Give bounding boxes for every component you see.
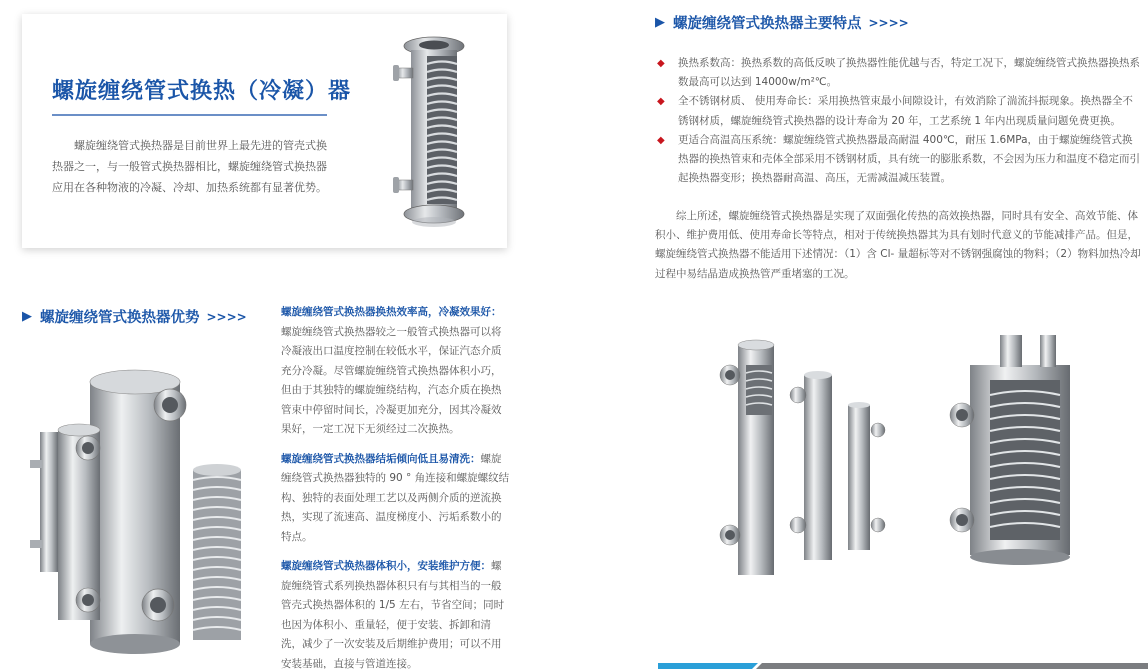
feature-text: 换热系数高：换热系数的高低反映了换热器性能优越与否，特定工况下，螺旋缠绕管式换热器换热系数最高可以达到 14000w/m²℃。 — [678, 57, 1140, 89]
intro-card — [22, 14, 507, 248]
bottom-accent-bar — [658, 657, 1148, 669]
advantage-item — [281, 557, 511, 669]
feature-item — [655, 131, 1142, 189]
advantage-head: 螺旋缠绕管式换热器结垢倾向低且易清洗： — [281, 452, 481, 465]
feature-text: 全不锈钢材质、 使用寿命长：采用换热管束最小间隙设计，有效消除了湍流抖振现象。换热器全不锈钢材质，螺旋缠绕管式换热器的设计寿命为 20 年，工艺系统 1 年内出现质量问题免费更换。 — [678, 95, 1133, 127]
advantages-arrows: >>>> — [206, 309, 247, 324]
features-arrows: >>>> — [868, 15, 909, 30]
features-heading — [655, 12, 909, 33]
summary-text: 综上所述，螺旋缠绕管式换热器是实现了双面强化传热的高效换热器，同时具有安全、高效节能、体积小、维护费用低、使用寿命长等特点，相对于传统换热器其为具有划时代意义的节能减排产品。但是，螺旋缠绕管式换热器不能适用下述情况：（1）含 Cl- 量超标等对不锈钢强腐蚀的物料；（2）物料加热冷却过程中易结晶造成换热管严重堵塞的工况。 — [655, 210, 1141, 280]
exchanger-group-image — [700, 325, 1120, 585]
feature-item — [655, 92, 1142, 130]
arrow-right-icon: ▶ — [22, 309, 32, 324]
advantage-item — [281, 303, 511, 440]
diamond-bullet-icon: ◆ — [657, 58, 665, 69]
advantage-item — [281, 450, 511, 548]
advantages-title: 螺旋缠绕管式换热器优势 — [40, 310, 200, 326]
features-title: 螺旋缠绕管式换热器主要特点 — [673, 16, 862, 32]
advantage-body: 螺旋缠绕管式换热器独特的 90 ° 角连接和螺旋螺纹结构、独特的表面处理工艺以及两侧介质的逆流换热，实现了流速高、温度梯度小、污垢系数小的特点。 — [281, 452, 510, 543]
feature-item — [655, 54, 1142, 92]
title-underline — [52, 114, 327, 116]
diamond-bullet-icon: ◆ — [657, 96, 665, 108]
advantages-heading — [22, 306, 247, 327]
advantage-head: 螺旋缠绕管式换热器体积小，安装维护方便： — [281, 560, 491, 572]
heat-exchanger-image — [387, 32, 477, 232]
exchanger-products-image — [28, 360, 268, 660]
diamond-bullet-icon: ◆ — [657, 134, 665, 146]
feature-text: 更适合高温高压系统：螺旋缠绕管式换热器最高耐温 400℃，耐压 1.6MPa，由于螺旋缠绕管式换热器的换热管束和壳体全部采用不锈钢材质，具有统一的膨胀系数，不会因为压力和温度不稳定而引起换热器变形；换热器耐高温、高压，无需减温减压装置。 — [678, 133, 1140, 185]
advantage-body: 螺旋缠绕管式系列换热器体积只有与其相当的一般管壳式换热器体积的 1/5 左右，节省空间；同时也因为体积小、重量轻，便于安装、拆卸和清洗，减少了一次安装及后期维护费用；可以不用安装基础，直接与管道连接。 — [281, 560, 505, 669]
features-list — [655, 54, 1142, 188]
advantage-head: 螺旋缠绕管式换热器换热效率高，冷凝效果好： — [281, 306, 502, 318]
intro-text: 螺旋缠绕管式换热器是目前世界上最先进的管壳式换热器之一，与一般管式换热器相比，螺旋缠绕管式换热器应用在各种物液的冷凝、冷却、加热系统都有显著优势。 — [52, 139, 327, 194]
advantages-list — [281, 303, 511, 669]
advantage-body: 螺旋缠绕管式换热器较之一般管式换热器可以将冷凝液出口温度控制在较低水平，保证汽态介质充分冷凝。尽管螺旋缠绕管式换热器体积小巧，但由于其独特的螺旋缠绕结构，汽态介质在换热管束中停留时间长，冷凝更加充分，因其冷凝效果好，一定工况下无须经过二次换热。 — [281, 325, 502, 435]
intro-title: 螺旋缠绕管式换热（冷凝）器 — [52, 79, 352, 104]
arrow-right-icon: ▶ — [655, 15, 665, 30]
